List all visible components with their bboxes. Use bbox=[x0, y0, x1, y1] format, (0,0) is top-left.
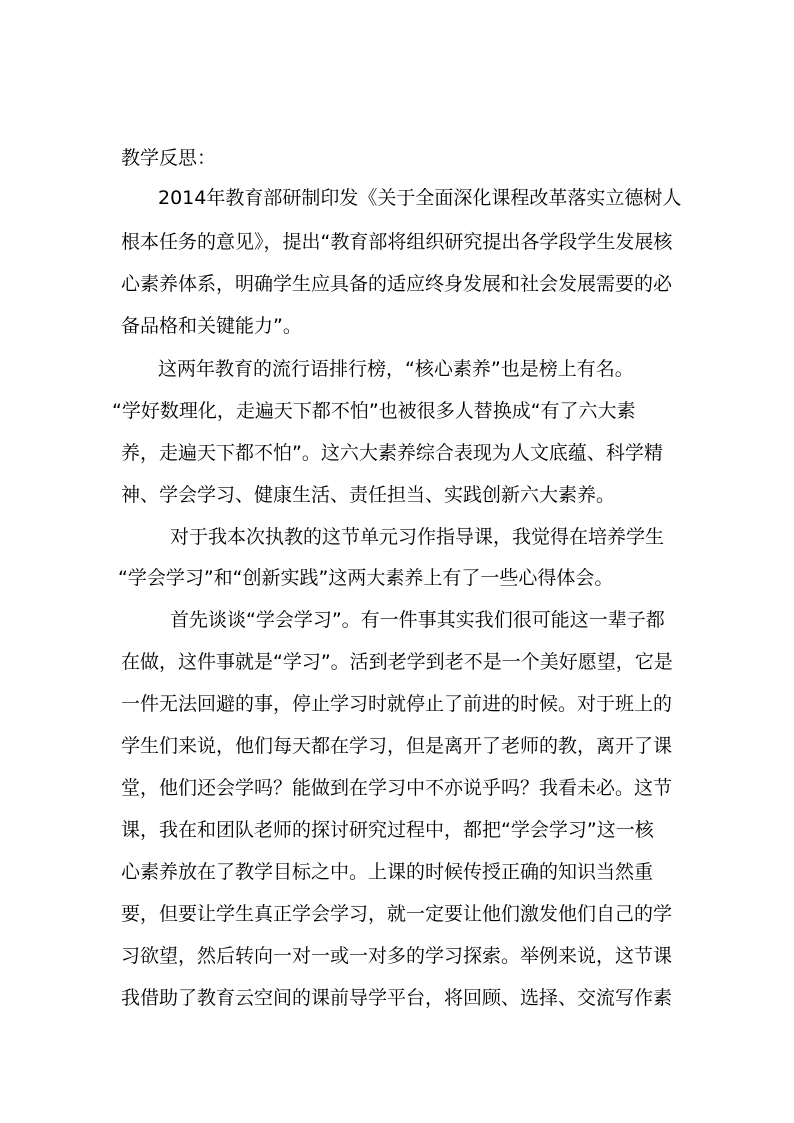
text-line: 学生们来说，他们每天都在学习，但是离开了老师的教，离开了课 bbox=[121, 735, 673, 757]
text-line: 根本任务的意见》，提出“教育部将组织研究提出各学段学生发展核 bbox=[121, 231, 673, 253]
section-heading: 教学反思： bbox=[121, 147, 217, 169]
text-line: 对于我本次执教的这节单元习作指导课，我觉得在培养学生 bbox=[170, 526, 665, 548]
text-line: 堂，他们还会学吗？能做到在学习中不亦说乎吗？我看未必。这节 bbox=[121, 777, 673, 799]
text-line: 心素养体系，明确学生应具备的适应终身发展和社会发展需要的必 bbox=[121, 273, 673, 295]
text-line: “学好数理化，走遍天下都不怕”也被很多人替换成“有了六大素 bbox=[112, 400, 636, 422]
text-line: 首先谈谈“学会学习”。有一件事其实我们很可能这一辈子都 bbox=[170, 609, 665, 631]
text-line: 习欲望，然后转向一对一或一对多的学习探索。举例来说，这节课 bbox=[121, 945, 673, 967]
text-line: 养，走遍天下都不怕”。这六大素养综合表现为人文底蕴、科学精 bbox=[121, 442, 663, 464]
text-line: 备品格和关键能力”。 bbox=[121, 315, 302, 337]
text-line: 在做，这件事就是“学习”。活到老学到老不是一个美好愿望，它是 bbox=[121, 651, 673, 673]
text-line: 一件无法回避的事，停止学习时就停止了前进的时候。对于班上的 bbox=[121, 693, 673, 715]
text-line: 我借助了教育云空间的课前导学平台，将回顾、选择、交流写作素 bbox=[121, 987, 673, 1009]
text-line: 这两年教育的流行语排行榜，“核心素养”也是榜上有名。 bbox=[158, 358, 634, 380]
text-line: 神、学会学习、健康生活、责任担当、实践创新六大素养。 bbox=[121, 484, 616, 506]
text-line: 要，但要让学生真正学会学习，就一定要让他们激发他们自己的学 bbox=[121, 903, 673, 925]
text-line: 课，我在和团队老师的探讨研究过程中，都把“学会学习”这一核 bbox=[121, 819, 654, 841]
text-line: “学会学习”和“创新实践”这两大素养上有了一些心得体会。 bbox=[118, 567, 614, 589]
text-line: 2014年教育部研制印发《关于全面深化课程改革落实立德树人 bbox=[158, 187, 682, 209]
text-line: 心素养放在了教学目标之中。上课的时候传授正确的知识当然重 bbox=[121, 861, 654, 883]
